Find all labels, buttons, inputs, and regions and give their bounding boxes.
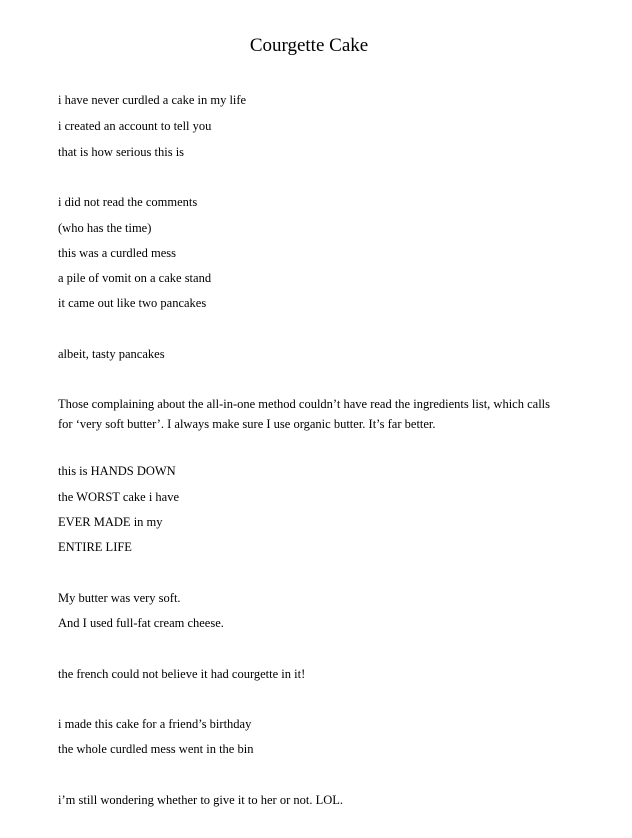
poem-line: EVER MADE in my bbox=[58, 515, 163, 529]
poem-line: the WORST cake i have bbox=[58, 490, 180, 504]
poem-line: (who has the time) bbox=[58, 221, 152, 235]
poem-line: i’m still wondering whether to give it to her or not. LOL. bbox=[58, 793, 344, 807]
poem-line: i have never curdled a cake in my life bbox=[58, 93, 247, 107]
poem-line: i made this cake for a friend’s birthday bbox=[58, 717, 252, 731]
poem-line: that is how serious this is bbox=[58, 145, 185, 159]
poem-line: the french could not believe it had courgette in it! bbox=[58, 667, 306, 681]
poem-line: i did not read the comments bbox=[58, 195, 198, 209]
document-title: Courgette Cake bbox=[249, 35, 369, 56]
poem-line: i created an account to tell you bbox=[58, 119, 212, 133]
poem-line: And I used full-fat cream cheese. bbox=[58, 616, 224, 630]
poem-line: the whole curdled mess went in the bin bbox=[58, 742, 254, 756]
poem-line: this was a curdled mess bbox=[58, 246, 177, 260]
poem-line: albeit, tasty pancakes bbox=[58, 347, 165, 361]
poem-line: this is HANDS DOWN bbox=[58, 464, 176, 478]
comment-paragraph: Those complaining about the all-in-one method couldn’t have read the ingredients list, which calls for ‘very soft butter’. I always make sure I use organic butter. It’s far better. bbox=[58, 397, 550, 431]
poem-line: ENTIRE LIFE bbox=[58, 540, 132, 554]
poem-line: a pile of vomit on a cake stand bbox=[58, 271, 212, 285]
poem-line: My butter was very soft. bbox=[58, 591, 181, 605]
poem-line: it came out like two pancakes bbox=[58, 296, 207, 310]
